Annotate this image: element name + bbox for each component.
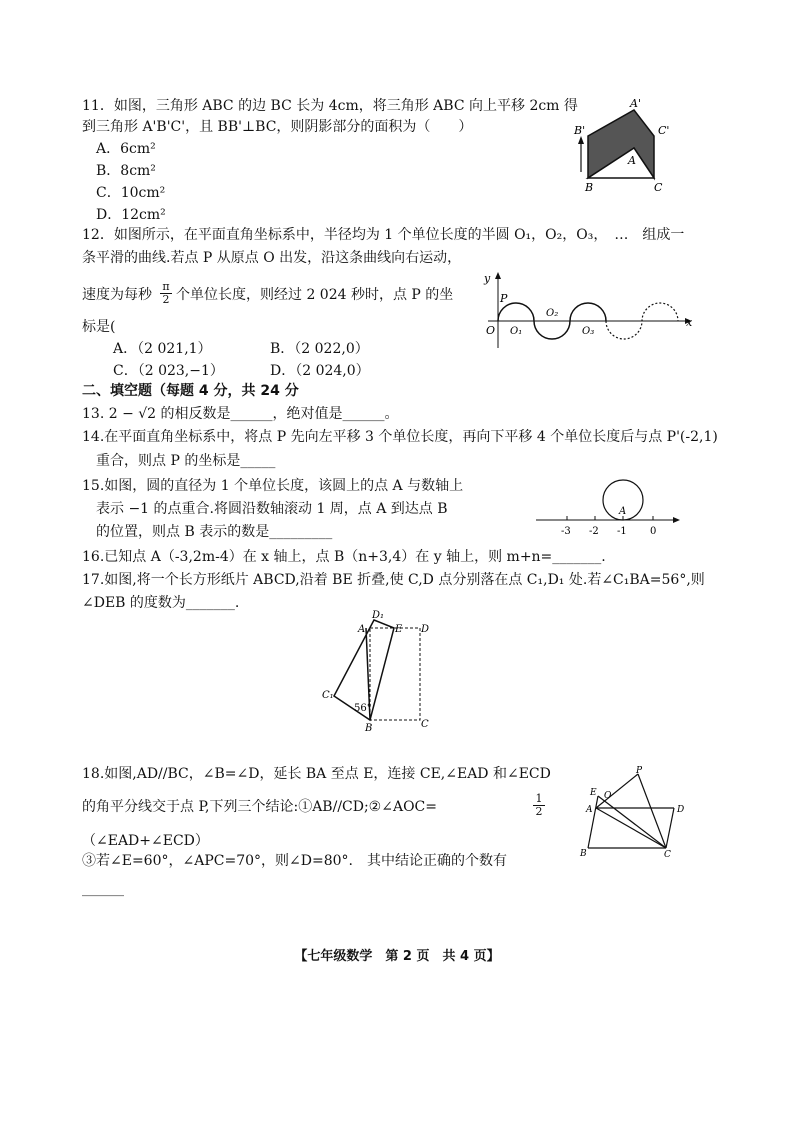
page-footer: 【七年级数学 第 2 页 共 4 页】 <box>294 949 500 964</box>
q18-label-d: D <box>677 805 685 815</box>
q15-line3: 的位置，则点 B 表示的数是_________ <box>96 524 333 540</box>
q12-figure <box>478 270 698 350</box>
q12-stem-line1: 12．如图所示，在平面直角坐标系中，半径均为 1 个单位长度的半圆 O₁，O₂，O₃， … 组成一 <box>82 227 685 243</box>
q12-label-o: O <box>486 324 496 337</box>
q18-label-a: A <box>586 805 593 815</box>
q12-stem-line3a: 速度为每秒 <box>82 287 152 303</box>
q12-label-o2: O₂ <box>546 308 559 319</box>
q11-option-c: C．10cm² <box>96 185 166 201</box>
q12-label-o1: O₁ <box>510 326 523 337</box>
q12-y-arrow <box>495 272 501 279</box>
q18-label-e: E <box>590 788 597 798</box>
q18-label-o: O <box>604 791 612 801</box>
q12-label-x: x <box>686 316 693 329</box>
q17-figure <box>318 610 438 734</box>
q18-line1: 18.如图,AD//BC，∠B=∠D，延长 BA 至点 E，连接 CE,∠EAD 和∠ECD <box>82 766 551 782</box>
q17-line1: 17.如图,将一个长方形纸片 ABCD,沿着 BE 折叠,使 C,D 点分别落在点 C₁,D₁ 处.若∠C₁BA=56°,则 <box>82 572 705 588</box>
q17-label-c: C <box>421 719 429 730</box>
q17-rectangle-abcd <box>370 628 420 720</box>
section2-title: 二、填空题（每题 4 分，共 24 分 <box>82 383 299 399</box>
q18-line-ac <box>596 808 666 848</box>
q11-label-c: C <box>654 181 663 194</box>
q12-stem-line3b: 个单位长度，则经过 2 024 秒时，点 P 的坐 <box>176 287 454 303</box>
q17-label-a: A <box>358 624 366 635</box>
q12-option-b: B．（2 022,0） <box>270 341 369 357</box>
q12-label-y: y <box>484 272 491 285</box>
q12-label-o3: O₃ <box>582 326 595 337</box>
q18-label-c: C <box>664 850 671 858</box>
q18-label-p: P <box>636 766 643 776</box>
q17-label-e: E <box>395 624 403 635</box>
q18-line2: 的角平分线交于点 P,下列三个结论:①AB//CD;②∠AOC= <box>82 799 437 815</box>
q14-line2: 重合，则点 P 的坐标是_____ <box>96 453 276 469</box>
q18-fraction-denominator: 2 <box>535 805 543 818</box>
q11-stem-line1: 11．如图，三角形 ABC 的边 BC 长为 4cm，将三角形 ABC 向上平移 2cm 得 <box>82 98 578 114</box>
q15-label-a: A <box>619 506 627 517</box>
q17-label-d: D <box>421 624 430 635</box>
q15-tick-label-m3: -3 <box>561 526 571 537</box>
q17-label-c1: C₁ <box>322 690 334 701</box>
q15-tick-label-m1: -1 <box>617 526 627 537</box>
q15-tick-label-m2: -2 <box>589 526 599 537</box>
q15-figure <box>532 474 682 540</box>
q17-label-b: B <box>365 723 373 734</box>
q18-fraction <box>533 793 545 818</box>
q12-fraction-denominator: 2 <box>162 293 170 306</box>
q12-fraction <box>160 281 172 306</box>
q11-label-a-prime: A' <box>630 98 641 110</box>
q18-label-b: B <box>580 849 587 858</box>
q15-line1: 15.如图，圆的直径为 1 个单位长度，该圆上的点 A 与数轴上 <box>82 478 464 494</box>
q11-label-b: B <box>585 181 594 194</box>
q18-line4: ③若∠E=60°，∠APC=70°，则∠D=80°. 其中结论正确的个数有 <box>82 853 507 869</box>
q18-line3: （∠EAD+∠ECD） <box>82 833 209 849</box>
q11-figure <box>572 98 672 194</box>
q18-line-be <box>588 796 598 848</box>
q12-stem-line4: 标是( <box>82 319 116 335</box>
q18-figure <box>578 766 690 858</box>
q12-option-c: C．（2 023,−1） <box>113 363 224 379</box>
q15-number-line-arrow <box>673 517 680 523</box>
q18-line-cd <box>666 808 674 848</box>
q15-line2: 表示 −1 的点重合.将圆沿数轴滚动 1 周，点 A 到达点 B <box>96 501 448 517</box>
q14-line1: 14.在平面直角坐标系中，将点 P 先向左平移 3 个单位长度，再向下平移 4 个单位长度后与点 P'(-2,1) <box>82 429 718 445</box>
q12-option-a: A．（2 021,1） <box>113 341 212 357</box>
q18-line-ap <box>596 774 638 808</box>
q12-option-d: D．（2 024,0） <box>270 363 370 379</box>
q15-tick-label-0: 0 <box>650 526 657 537</box>
q11-label-b-prime: B' <box>574 124 586 137</box>
q17-label-d1: D₁ <box>372 610 385 621</box>
q17-line2: ∠DEB 的度数为_______. <box>82 595 240 611</box>
q18-fraction-numerator: 1 <box>535 792 543 805</box>
q18-line5: ______ <box>82 881 124 897</box>
q11-label-c-prime: C' <box>658 124 670 137</box>
q11-arrow-head <box>578 136 584 144</box>
q12-label-p: P <box>500 292 508 305</box>
q12-fraction-numerator: π <box>162 280 170 293</box>
q11-label-a: A <box>628 154 636 167</box>
q12-stem-line2: 条平滑的曲线.若点 P 从原点 O 出发，沿这条曲线向右运动， <box>82 250 462 266</box>
q13-text: 13. 2 − √2 的相反数是______，绝对值是______。 <box>82 406 399 422</box>
q16-text: 16.已知点 A（-3,2m-4）在 x 轴上，点 B（n+3,4）在 y 轴上，则 m+n=_______. <box>82 549 606 565</box>
q11-stem-line2: 到三角形 A'B'C'，且 BB'⊥BC，则阴影部分的面积为（ ） <box>82 119 473 135</box>
q11-option-d: D．12cm² <box>96 207 166 223</box>
q11-option-a: A．6cm² <box>96 141 156 157</box>
q11-option-b: B．8cm² <box>96 163 156 179</box>
q17-angle-label: 56° <box>354 703 372 714</box>
